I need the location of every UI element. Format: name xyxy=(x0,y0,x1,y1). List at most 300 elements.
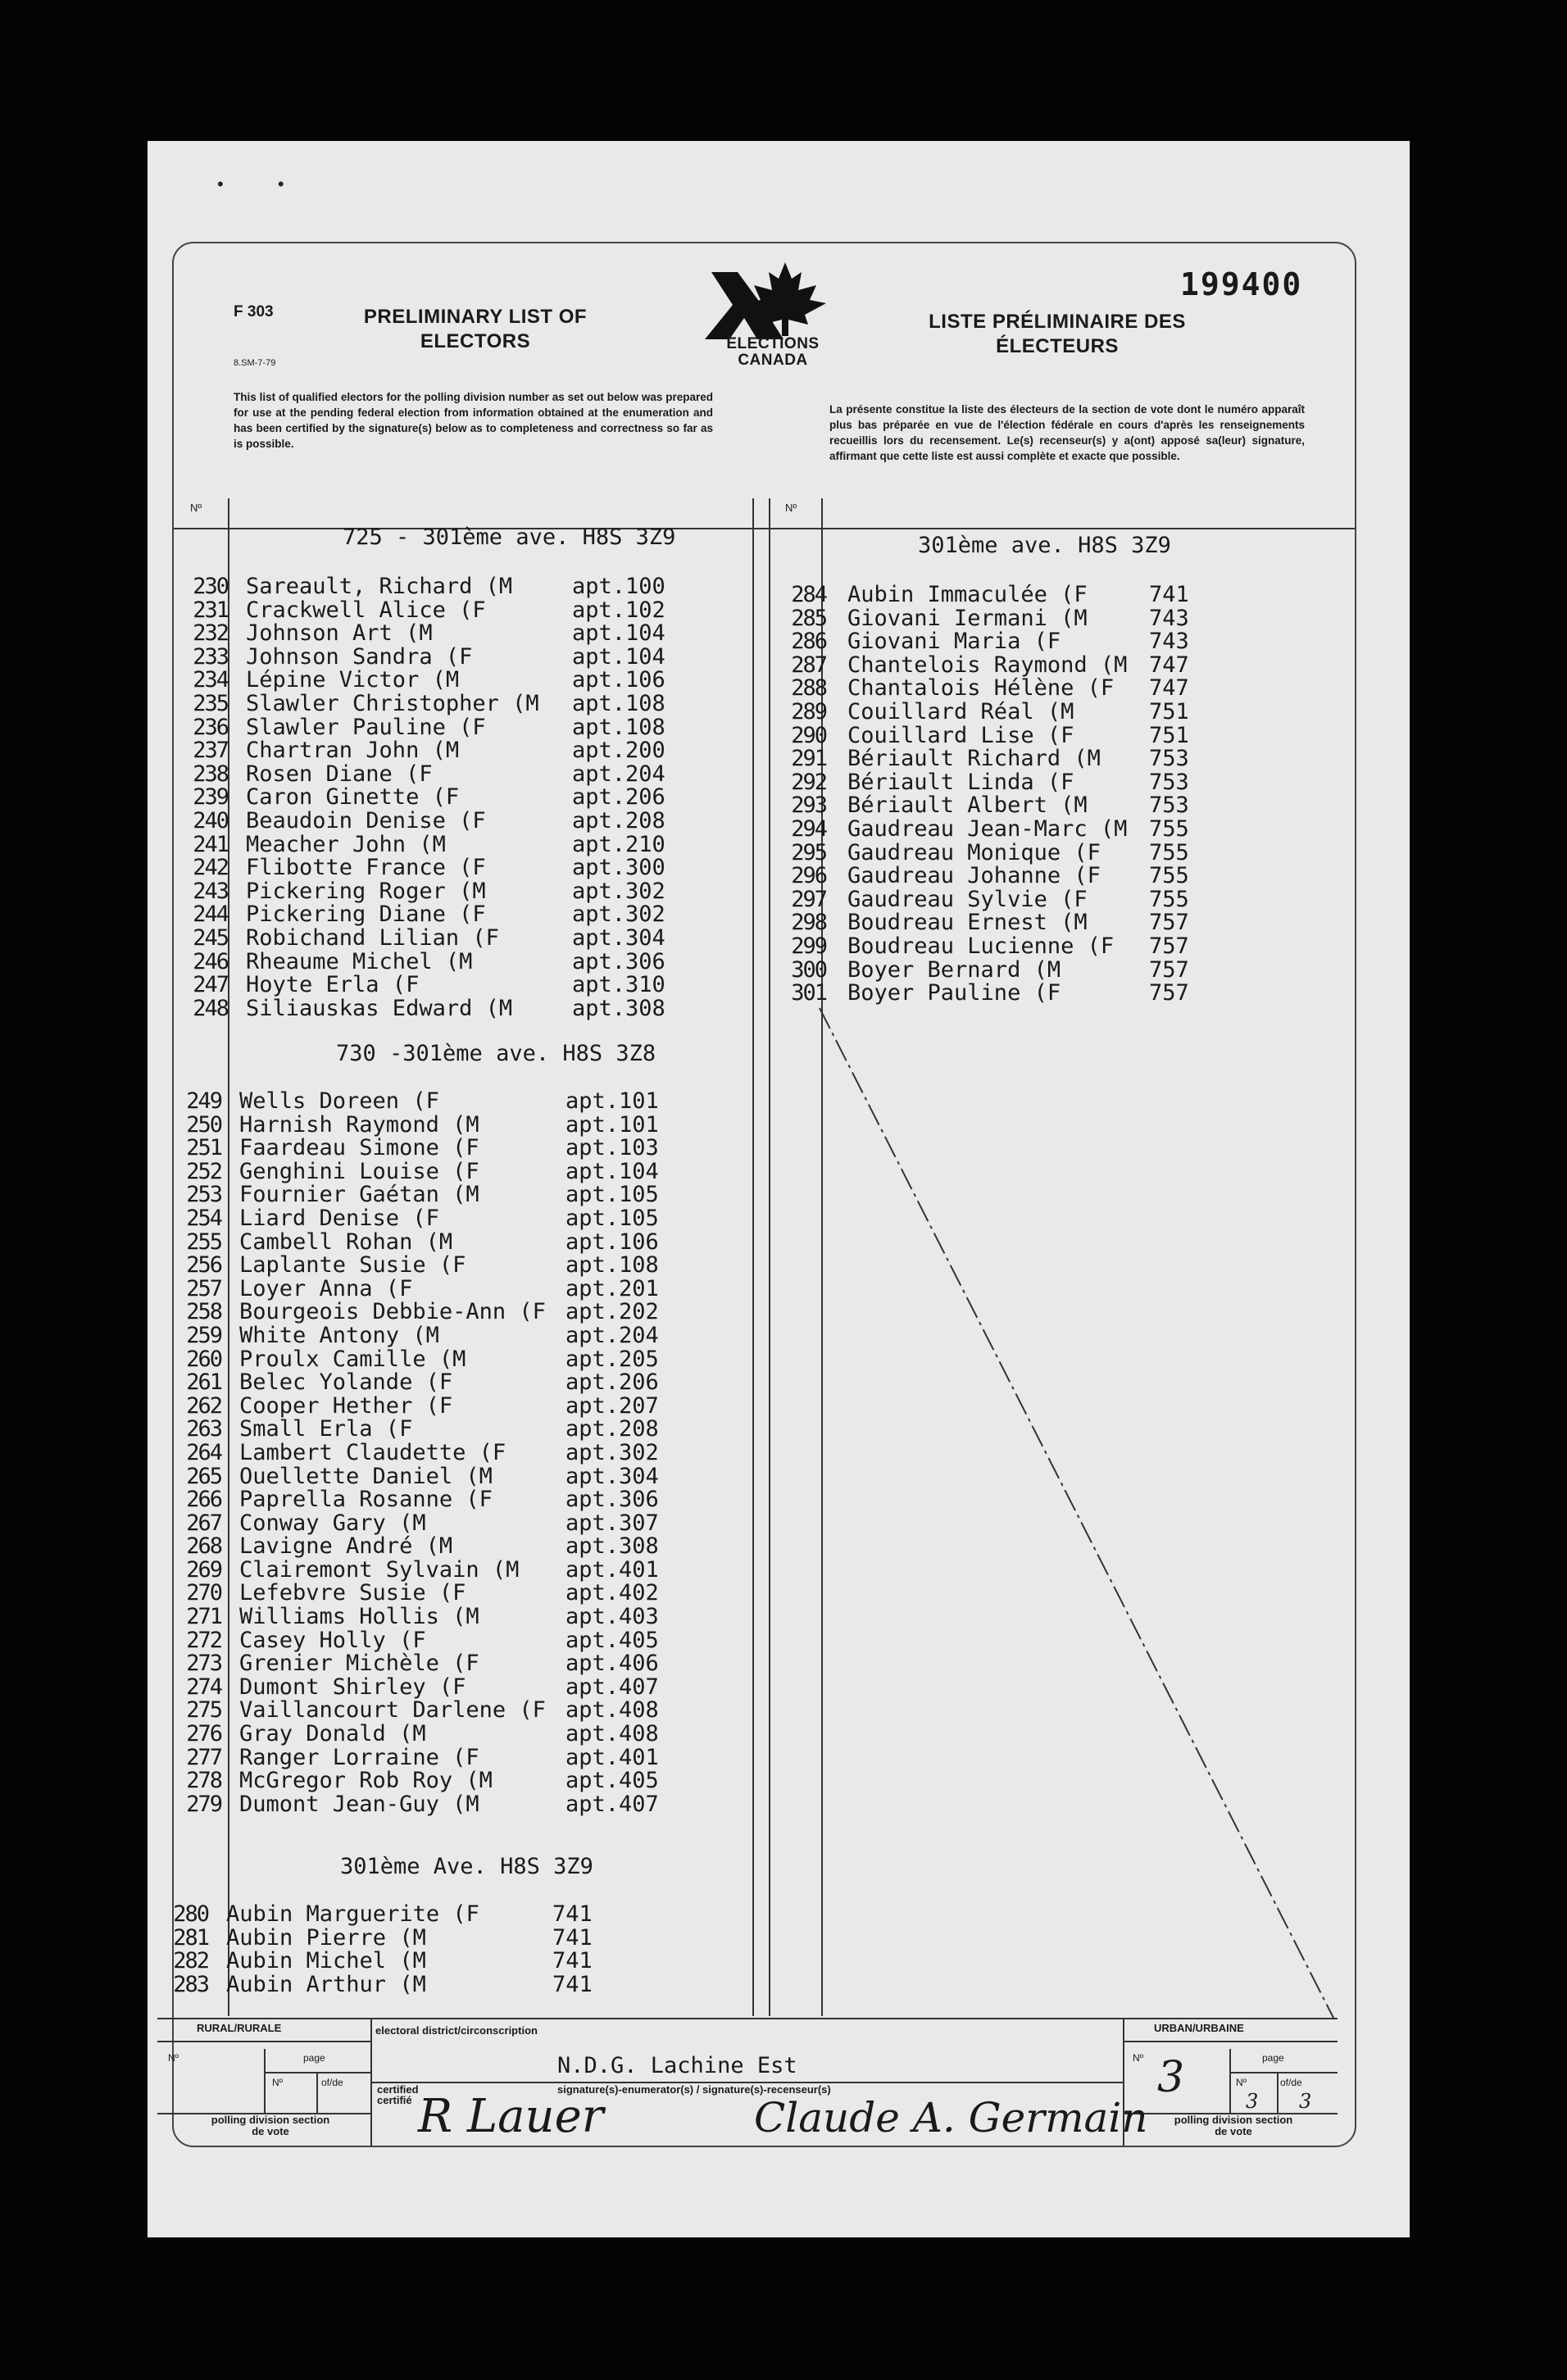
elector-row xyxy=(166,1324,739,1348)
elector-number: 253 xyxy=(186,1182,221,1208)
elector-name: Johnson Sandra (F xyxy=(246,643,473,670)
district-value: N.D.G. Lachine Est xyxy=(557,2053,797,2078)
elector-address: apt.405 xyxy=(565,1627,659,1653)
elector-name: Pickering Roger (M xyxy=(246,878,486,904)
elector-number: 255 xyxy=(186,1229,221,1255)
elector-name: Couillard Réal (M xyxy=(847,698,1074,724)
elector-number: 269 xyxy=(186,1556,221,1583)
district-label: electoral district/circonscription xyxy=(375,2024,538,2037)
elector-name: Slawler Christopher (M xyxy=(246,690,539,716)
elector-name: Ouellette Daniel (M xyxy=(239,1463,493,1489)
elector-name: Aubin Arthur (M xyxy=(226,1971,426,1997)
elector-name: Williams Hollis (M xyxy=(239,1604,479,1630)
elector-address: apt.208 xyxy=(565,1416,659,1442)
rural-of-label: of/de xyxy=(321,2077,343,2088)
elector-number: 250 xyxy=(186,1111,221,1138)
elector-row xyxy=(166,1556,739,1583)
elector-address: apt.202 xyxy=(565,1299,659,1325)
elector-address: 755 xyxy=(1149,863,1189,889)
elector-number: 277 xyxy=(186,1744,221,1770)
elector-row xyxy=(166,1746,739,1770)
elector-address: apt.405 xyxy=(565,1768,659,1794)
elector-address: apt.108 xyxy=(572,714,665,740)
elector-number: 242 xyxy=(193,855,228,881)
elector-number: 259 xyxy=(186,1322,221,1348)
elector-number: 273 xyxy=(186,1651,221,1677)
elector-name: Crackwell Alice (F xyxy=(246,597,486,623)
elector-address: apt.306 xyxy=(572,948,665,974)
elector-row xyxy=(770,815,1344,842)
elector-number: 243 xyxy=(193,878,228,904)
elector-name: Grenier Michèle (F xyxy=(239,1651,479,1677)
elector-row xyxy=(770,888,1344,912)
elector-row xyxy=(166,1207,739,1231)
elector-row xyxy=(770,771,1344,795)
elector-name: Pickering Diane (F xyxy=(246,902,486,928)
elector-number: 285 xyxy=(791,605,826,631)
elector-address: apt.407 xyxy=(565,1791,659,1817)
elector-name: Aubin Michel (M xyxy=(226,1948,426,1974)
rural-no-label: Nº xyxy=(168,2052,179,2064)
urban-page-no-label: Nº xyxy=(1236,2077,1247,2088)
elector-address: apt.104 xyxy=(565,1158,659,1184)
elector-address: apt.304 xyxy=(565,1463,659,1489)
rural-label: RURAL/RURALE xyxy=(197,2022,282,2034)
rural-page-divider xyxy=(316,2073,318,2113)
elector-address: 757 xyxy=(1149,956,1189,983)
elector-name: Harnish Raymond (M xyxy=(239,1111,479,1138)
elector-row xyxy=(166,1676,739,1700)
urban-no-label: Nº xyxy=(1133,2052,1144,2064)
elector-address: apt.408 xyxy=(565,1697,659,1724)
elector-name: Genghini Louise (F xyxy=(239,1158,479,1184)
elector-number: 244 xyxy=(193,902,228,928)
rural-page-label: page xyxy=(303,2052,325,2064)
right-section-title: 301ème ave. H8S 3Z9 xyxy=(918,533,1171,558)
elector-address: apt.402 xyxy=(565,1580,659,1606)
elector-row xyxy=(166,1090,739,1114)
urban-page-divider xyxy=(1277,2073,1279,2113)
logo-caption: ELECTIONS CANADA xyxy=(726,335,820,369)
elector-address: apt.208 xyxy=(572,807,665,833)
elector-name: Hoyte Erla (F xyxy=(246,972,420,998)
elector-address: apt.106 xyxy=(565,1229,659,1255)
elector-name: Dumont Shirley (F xyxy=(239,1674,466,1700)
elector-number: 301 xyxy=(791,980,826,1006)
elector-address: apt.210 xyxy=(572,831,665,857)
elector-name: Beaudoin Denise (F xyxy=(246,807,486,833)
elector-address: 751 xyxy=(1149,698,1189,724)
elector-number: 276 xyxy=(186,1721,221,1747)
elector-name: Aubin Pierre (M xyxy=(226,1924,426,1951)
elector-address: apt.304 xyxy=(572,924,665,951)
urban-of-label: of/de xyxy=(1280,2077,1302,2088)
elector-number: 298 xyxy=(791,910,826,936)
elector-row xyxy=(166,1111,739,1138)
signature-1: R Lauer xyxy=(418,2090,604,2143)
elector-address: 757 xyxy=(1149,933,1189,959)
signature-2: Claude A. Germain xyxy=(754,2094,1148,2142)
elector-number: 239 xyxy=(193,784,228,811)
elector-row xyxy=(172,739,746,763)
elector-number: 260 xyxy=(186,1346,221,1372)
form-code: F 303 xyxy=(234,303,274,320)
elector-row xyxy=(166,1254,739,1278)
elector-number: 254 xyxy=(186,1205,221,1231)
elector-address: apt.200 xyxy=(572,738,665,764)
elector-name: Lavigne André (M xyxy=(239,1533,453,1560)
elector-name: Gaudreau Johanne (F xyxy=(847,863,1101,889)
elector-row xyxy=(166,1439,739,1465)
elector-address: apt.204 xyxy=(565,1322,659,1348)
elector-name: Wells Doreen (F xyxy=(239,1088,439,1114)
elector-address: apt.408 xyxy=(565,1721,659,1747)
elector-row xyxy=(172,974,746,997)
elector-row xyxy=(172,924,746,951)
elector-name: Faardeau Simone (F xyxy=(239,1135,479,1161)
elector-row xyxy=(166,1183,739,1207)
elector-row xyxy=(770,794,1344,818)
left-section-1-list xyxy=(172,575,746,1020)
elector-name: Belec Yolande (F xyxy=(239,1369,453,1396)
elector-row xyxy=(172,575,746,599)
elector-number: 293 xyxy=(791,793,826,819)
elector-name: Chartran John (M xyxy=(246,738,460,764)
urban-polling-label: polling division section de vote xyxy=(1174,2114,1293,2137)
elector-number: 270 xyxy=(186,1580,221,1606)
elector-number: 232 xyxy=(193,620,228,647)
elector-name: Small Erla (F xyxy=(239,1416,413,1442)
elector-name: Slawler Pauline (F xyxy=(246,714,486,740)
elector-address: 757 xyxy=(1149,910,1189,936)
elector-address: 755 xyxy=(1149,886,1189,912)
elector-address: apt.102 xyxy=(572,597,665,623)
elector-address: apt.101 xyxy=(565,1088,659,1114)
elector-number: 230 xyxy=(193,574,228,599)
elector-number: 236 xyxy=(193,714,228,740)
elector-row xyxy=(172,763,746,787)
elector-name: Casey Holly (F xyxy=(239,1627,426,1653)
elector-address: apt.207 xyxy=(565,1392,659,1419)
elector-name: Bériault Linda (F xyxy=(847,769,1074,795)
elector-row xyxy=(166,1160,739,1184)
elector-address: apt.204 xyxy=(572,761,665,787)
elector-row xyxy=(172,599,746,623)
elector-number: 278 xyxy=(186,1768,221,1794)
elector-address: apt.205 xyxy=(565,1346,659,1372)
elector-number: 249 xyxy=(186,1088,221,1114)
elector-name: Couillard Lise (F xyxy=(847,722,1074,748)
elector-address: apt.104 xyxy=(572,643,665,670)
elector-row xyxy=(172,786,746,810)
rural-page-no-label: Nº xyxy=(272,2077,284,2088)
elector-name: Meacher John (M xyxy=(246,831,446,857)
rural-no-divider xyxy=(264,2049,266,2113)
elector-number: 263 xyxy=(186,1416,221,1442)
elector-name: Bériault Richard (M xyxy=(847,746,1101,772)
elector-name: Chantalois Hélène (F xyxy=(847,675,1115,702)
elector-row xyxy=(770,654,1344,678)
elector-address: apt.403 xyxy=(565,1604,659,1630)
urban-of-value: 3 xyxy=(1299,2090,1312,2113)
urban-page-label: page xyxy=(1262,2052,1284,2064)
left-section-2-list xyxy=(166,1090,739,1816)
elector-number: 300 xyxy=(791,956,826,983)
elector-number: 235 xyxy=(193,690,228,716)
elector-name: Aubin Immaculée (F xyxy=(847,582,1088,607)
left-section-3-list xyxy=(152,1903,726,1996)
elector-address: apt.308 xyxy=(565,1533,659,1560)
rural-page-rule xyxy=(264,2072,370,2073)
elector-row xyxy=(770,584,1344,607)
elector-address: 741 xyxy=(552,1971,593,1997)
elector-address: 743 xyxy=(1149,629,1189,655)
elector-number: 288 xyxy=(791,675,826,702)
elector-name: Rosen Diane (F xyxy=(246,761,433,787)
elector-row xyxy=(166,1723,739,1746)
form-sub-code: 8.SM-7-79 xyxy=(234,358,276,368)
elector-row xyxy=(166,1629,739,1653)
urban-label: URBAN/URBAINE xyxy=(1154,2022,1244,2034)
elector-number: 287 xyxy=(791,652,826,678)
elector-address: apt.401 xyxy=(565,1556,659,1583)
elector-name: Conway Gary (M xyxy=(239,1510,426,1536)
serial-number: 199400 xyxy=(1180,266,1303,302)
left-section-2-title: 730 -301ème ave. H8S 3Z8 xyxy=(336,1041,656,1066)
elector-address: apt.201 xyxy=(565,1275,659,1301)
elector-number: 295 xyxy=(791,839,826,865)
elector-address: 747 xyxy=(1149,652,1189,678)
elector-address: apt.100 xyxy=(572,574,665,599)
elector-address: apt.302 xyxy=(572,902,665,928)
elector-name: Sareault, Richard (M xyxy=(246,574,513,599)
elector-number: 237 xyxy=(193,738,228,764)
elector-number: 246 xyxy=(193,948,228,974)
elector-row xyxy=(172,948,746,974)
elector-address: apt.206 xyxy=(572,784,665,811)
elector-address: apt.104 xyxy=(572,620,665,647)
elector-row xyxy=(152,1973,726,1997)
elector-number: 291 xyxy=(791,746,826,772)
elector-name: Liard Denise (F xyxy=(239,1205,439,1231)
elector-row xyxy=(166,1392,739,1419)
elector-address: 743 xyxy=(1149,605,1189,631)
elector-address: apt.401 xyxy=(565,1744,659,1770)
elector-number: 268 xyxy=(186,1533,221,1560)
elector-number: 275 xyxy=(186,1697,221,1724)
elector-name: Vaillancourt Darlene (F xyxy=(239,1697,546,1724)
elector-row xyxy=(172,903,746,927)
elector-address: apt.302 xyxy=(572,878,665,904)
elector-name: Chantelois Raymond (M xyxy=(847,652,1128,678)
elector-row xyxy=(770,698,1344,724)
elector-name: Bériault Albert (M xyxy=(847,793,1088,819)
elector-number: 267 xyxy=(186,1510,221,1536)
elector-name: Giovani Maria (F xyxy=(847,629,1061,655)
urban-no-value: 3 xyxy=(1157,2053,1185,2102)
elector-name: Rheaume Michel (M xyxy=(246,948,473,974)
title-english: PRELIMINARY LIST OF ELECTORS xyxy=(363,306,588,352)
elector-row xyxy=(166,1699,739,1723)
elector-address: 757 xyxy=(1149,980,1189,1006)
elector-row xyxy=(770,839,1344,865)
elector-row xyxy=(770,630,1344,654)
elector-row xyxy=(770,747,1344,771)
punch-marks: • • xyxy=(217,174,309,194)
elector-row xyxy=(166,1512,739,1536)
elector-number: 282 xyxy=(173,1948,208,1974)
elector-address: apt.300 xyxy=(572,855,665,881)
elector-row xyxy=(166,1418,739,1442)
elector-address: 755 xyxy=(1149,815,1189,842)
urban-label-rule xyxy=(1123,2041,1338,2042)
elector-row xyxy=(166,1488,739,1512)
elector-address: 747 xyxy=(1149,675,1189,702)
elector-address: apt.108 xyxy=(572,690,665,716)
elector-number: 261 xyxy=(186,1369,221,1396)
elector-name: Boudreau Ernest (M xyxy=(847,910,1088,936)
left-section-1-title: 725 - 301ème ave. H8S 3Z9 xyxy=(343,525,676,550)
elector-row xyxy=(770,911,1344,935)
elector-number: 290 xyxy=(791,722,826,748)
elector-number: 231 xyxy=(193,597,228,623)
elector-row xyxy=(172,669,746,693)
elector-name: Cambell Rohan (M xyxy=(239,1229,453,1255)
elector-name: Ranger Lorraine (F xyxy=(239,1744,479,1770)
elector-number: 281 xyxy=(173,1924,208,1951)
elector-row xyxy=(166,1465,739,1489)
elector-row xyxy=(770,956,1344,983)
elector-number: 294 xyxy=(791,815,826,842)
elector-number: 265 xyxy=(186,1463,221,1489)
urban-no-divider xyxy=(1229,2049,1231,2113)
elector-name: Siliauskas Edward (M xyxy=(246,995,513,1021)
elector-name: Loyer Anna (F xyxy=(239,1275,413,1301)
elector-name: Cooper Hether (F xyxy=(239,1392,453,1419)
elector-name: Gaudreau Jean-Marc (M xyxy=(847,815,1128,842)
elector-name: Johnson Art (M xyxy=(246,620,433,647)
elector-row xyxy=(166,1137,739,1160)
elector-name: Boyer Pauline (F xyxy=(847,980,1061,1006)
elector-number: 252 xyxy=(186,1158,221,1184)
elector-number: 262 xyxy=(186,1392,221,1419)
elector-row xyxy=(166,1275,739,1301)
elector-row xyxy=(166,1348,739,1372)
elector-number: 292 xyxy=(791,769,826,795)
elector-number: 264 xyxy=(186,1439,221,1465)
elector-name: Lépine Victor (M xyxy=(246,667,460,693)
cancel-line xyxy=(818,1006,1342,2023)
elector-number: 258 xyxy=(186,1299,221,1325)
elector-name: McGregor Rob Roy (M xyxy=(239,1768,493,1794)
elector-row xyxy=(770,935,1344,959)
rural-label-rule xyxy=(157,2041,370,2042)
elector-row xyxy=(152,1924,726,1951)
elector-address: apt.105 xyxy=(565,1182,659,1208)
elector-row xyxy=(152,1950,726,1973)
elector-row xyxy=(166,1606,739,1629)
elector-address: apt.105 xyxy=(565,1205,659,1231)
column-label-right: Nº xyxy=(785,502,797,514)
elector-address: 753 xyxy=(1149,746,1189,772)
elector-address: 753 xyxy=(1149,769,1189,795)
elector-row xyxy=(172,716,746,740)
title-french: LISTE PRÉLIMINAIRE DES ÉLECTEURS xyxy=(929,311,1186,357)
elector-number: 284 xyxy=(791,582,826,607)
elector-number: 286 xyxy=(791,629,826,655)
elector-number: 266 xyxy=(186,1487,221,1513)
elector-name: Robichand Lilian (F xyxy=(246,924,499,951)
elector-name: Bourgeois Debbie-Ann (F xyxy=(239,1299,546,1325)
elector-name: Gaudreau Monique (F xyxy=(847,839,1101,865)
elector-address: apt.308 xyxy=(572,995,665,1021)
elector-number: 251 xyxy=(186,1135,221,1161)
elector-row xyxy=(172,622,746,646)
elector-name: Proulx Camille (M xyxy=(239,1346,466,1372)
right-section-list xyxy=(770,584,1344,1006)
elector-number: 241 xyxy=(193,831,228,857)
elector-number: 280 xyxy=(173,1901,208,1927)
elector-row xyxy=(172,856,746,880)
elector-address: 753 xyxy=(1149,793,1189,819)
elector-number: 279 xyxy=(186,1791,221,1817)
elector-name: Dumont Jean-Guy (M xyxy=(239,1791,479,1817)
elector-name: Caron Ginette (F xyxy=(246,784,460,811)
footer-top-rule xyxy=(157,2018,1338,2019)
elector-number: 257 xyxy=(186,1275,221,1301)
left-section-3-title: 301ème Ave. H8S 3Z9 xyxy=(340,1854,593,1879)
elector-address: apt.407 xyxy=(565,1674,659,1700)
elector-number: 299 xyxy=(791,933,826,959)
elector-row xyxy=(770,607,1344,631)
elector-name: Aubin Marguerite (F xyxy=(226,1901,479,1927)
elector-address: apt.101 xyxy=(565,1111,659,1138)
elector-address: apt.307 xyxy=(565,1510,659,1536)
elector-row xyxy=(166,1769,739,1793)
elector-number: 248 xyxy=(193,995,228,1021)
elector-number: 234 xyxy=(193,667,228,693)
elector-row xyxy=(166,1371,739,1395)
elector-address: apt.406 xyxy=(565,1651,659,1677)
elector-row xyxy=(172,997,746,1021)
elector-address: apt.106 xyxy=(572,667,665,693)
elector-number: 296 xyxy=(791,863,826,889)
elector-name: Gray Donald (M xyxy=(239,1721,426,1747)
elector-name: Fournier Gaétan (M xyxy=(239,1182,479,1208)
elector-number: 271 xyxy=(186,1604,221,1630)
rural-polling-label: polling division section de vote xyxy=(211,2114,330,2137)
elector-name: Boyer Bernard (M xyxy=(847,956,1061,983)
elector-number: 274 xyxy=(186,1674,221,1700)
elector-row xyxy=(166,1535,739,1559)
elector-row xyxy=(166,1582,739,1606)
elector-name: Clairemont Sylvain (M xyxy=(239,1556,520,1583)
elector-number: 240 xyxy=(193,807,228,833)
elector-address: apt.302 xyxy=(565,1439,659,1465)
elector-address: apt.310 xyxy=(572,972,665,998)
elector-row xyxy=(152,1903,726,1927)
elector-name: Lambert Claudette (F xyxy=(239,1439,506,1465)
column-label-left: Nº xyxy=(190,502,202,514)
elector-number: 272 xyxy=(186,1627,221,1653)
elector-name: Laplante Susie (F xyxy=(239,1252,466,1279)
elector-address: 741 xyxy=(552,1901,593,1927)
elector-address: 755 xyxy=(1149,839,1189,865)
elector-address: apt.108 xyxy=(565,1252,659,1279)
elector-row xyxy=(770,677,1344,701)
elector-row xyxy=(172,807,746,833)
elector-number: 297 xyxy=(791,886,826,912)
